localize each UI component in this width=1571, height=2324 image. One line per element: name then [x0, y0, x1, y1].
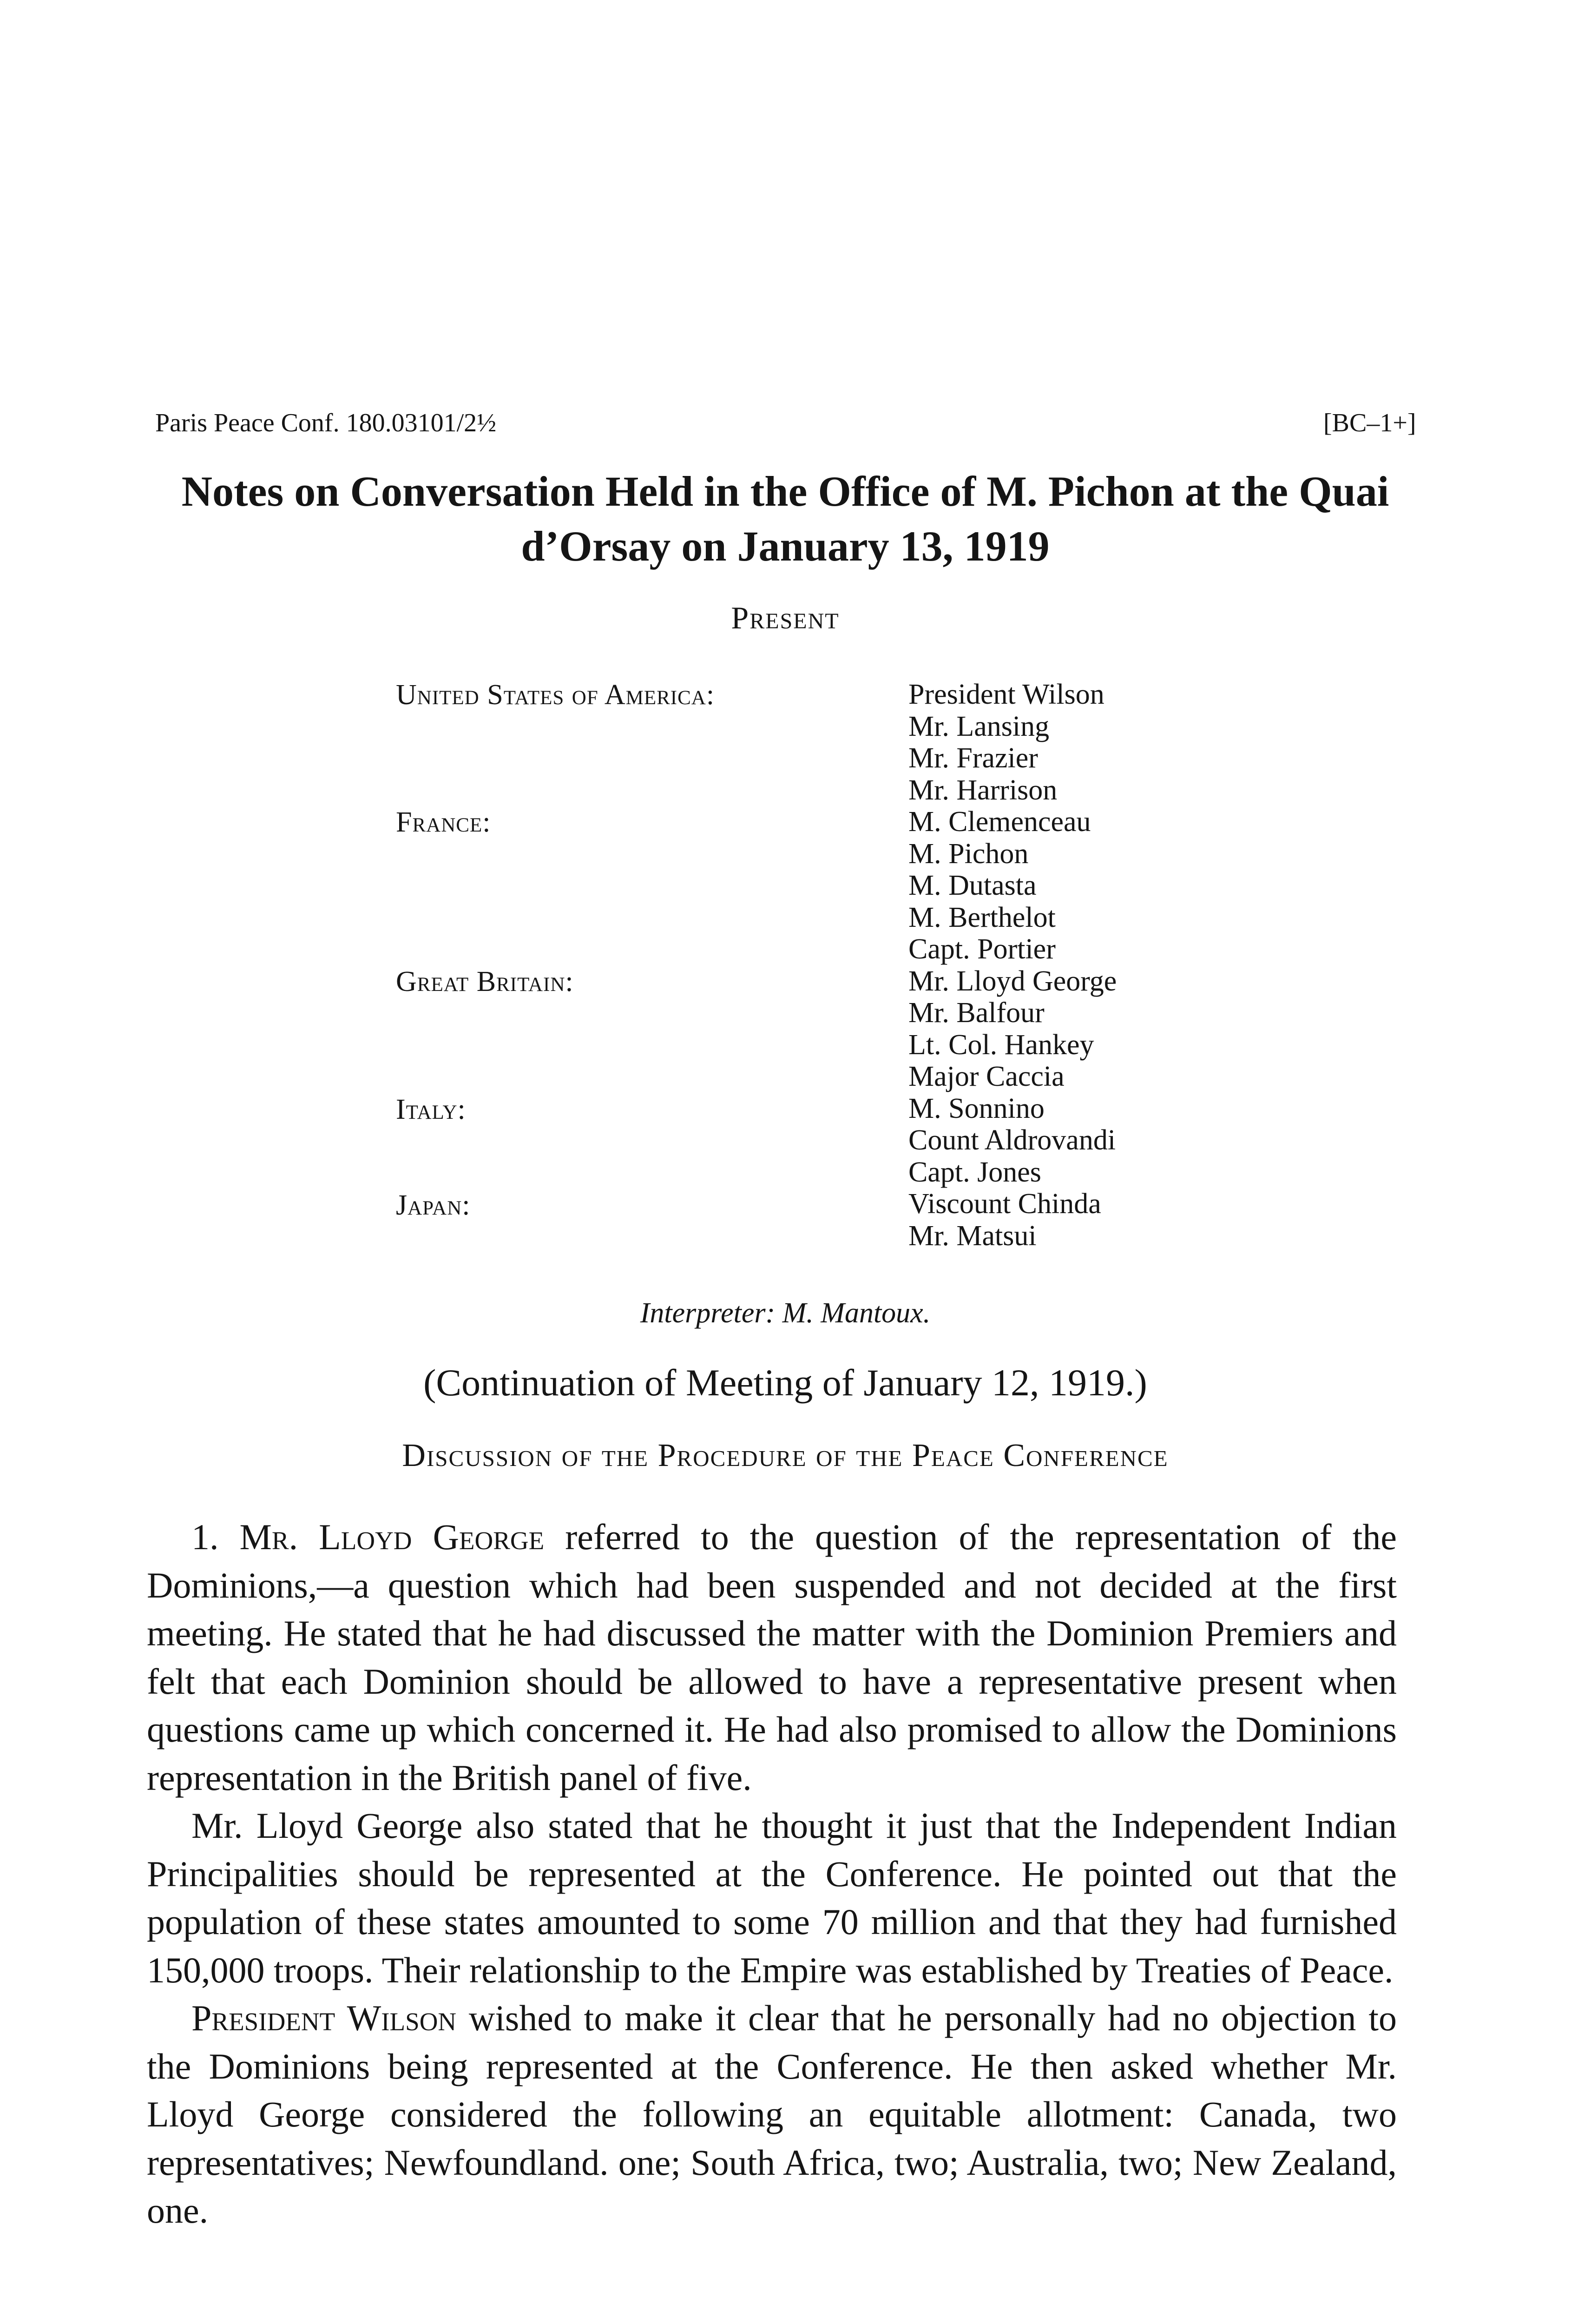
paragraph-text: wished to make it clear that he personally had no objection to the Dominions being represented at the Conference. He then asked whether Mr. Lloyd George considered the following an equitable allotment: Canada, two representatives; Newfoundland. one; South Africa, two; Australia, two; New Zealand, one.: [147, 1998, 1397, 2231]
attendee: M. Dutasta: [908, 870, 1037, 901]
attendee: Capt. Jones: [908, 1156, 1041, 1188]
attendee: Lt. Col. Hankey: [908, 1029, 1094, 1061]
document-title: [139, 464, 1431, 574]
body-text: [147, 1513, 1397, 2235]
attendee: Viscount Chinda: [908, 1188, 1101, 1220]
attendee: M. Pichon: [908, 838, 1029, 870]
paragraph: [147, 1994, 1397, 2235]
paragraph: [147, 1513, 1397, 1802]
country-label-france: France:: [396, 806, 491, 838]
document-code: [BC–1+]: [1323, 409, 1416, 437]
interpreter-note: Interpreter: M. Mantoux.: [640, 1297, 931, 1329]
country-label-usa: United States of America:: [396, 679, 715, 711]
file-reference: Paris Peace Conf. 180.03101/2½: [155, 409, 497, 437]
country-label-great-britain: Great Britain:: [396, 966, 574, 997]
attendee: President Wilson: [908, 679, 1104, 710]
attendee: Mr. Lansing: [908, 710, 1050, 742]
section-heading: Discussion of the Procedure of the Peace Conference: [402, 1438, 1169, 1473]
attendee: Mr. Matsui: [908, 1220, 1037, 1252]
speaker-name: President Wilson: [191, 1998, 457, 2038]
continuation-note: (Continuation of Meeting of January 12, 1919.): [423, 1361, 1147, 1404]
attendee: Capt. Portier: [908, 933, 1056, 965]
paragraph: [147, 1802, 1397, 1994]
attendee: Mr. Lloyd George: [908, 965, 1117, 997]
paragraph-text: referred to the question of the representation of the Dominions,—a question which had been suspended and not decided at the first meeting. He stated that he had discussed the matter with the Dominion Premiers and felt that each Dominion should be allowed to have a representative present when questions came up which concerned it. He had also promised to allow the Dominions representation in the British panel of five.: [147, 1517, 1397, 1798]
present-heading: Present: [731, 600, 840, 635]
speaker-name: 1. Mr. Lloyd George: [191, 1517, 545, 1557]
attendee: Mr. Harrison: [908, 774, 1058, 806]
attendee: Mr. Frazier: [908, 742, 1038, 774]
attendee-list: [908, 679, 1117, 1252]
title-line-1: Notes on Conversation Held in the Office of M. Pichon at the Quai: [181, 468, 1389, 515]
title-line-2: d’Orsay on January 13, 1919: [521, 522, 1050, 570]
paragraph-text: Mr. Lloyd George also stated that he thought it just that the Independent Indian Principalities should be represented at the Conference. He pointed out that the population of these states amounted to some 70 million and that they had furnished 150,000 troops. Their relationship to the Empire was established by Treaties of Peace.: [147, 1805, 1397, 1990]
attendee: M. Sonnino: [908, 1092, 1045, 1124]
country-label-japan: Japan:: [396, 1189, 471, 1221]
attendee: Mr. Balfour: [908, 997, 1045, 1029]
attendee: Count Aldrovandi: [908, 1124, 1116, 1156]
attendee: M. Clemenceau: [908, 806, 1091, 838]
attendee: M. Berthelot: [908, 901, 1056, 933]
attendee: Major Caccia: [908, 1061, 1065, 1092]
country-label-italy: Italy:: [396, 1094, 466, 1125]
